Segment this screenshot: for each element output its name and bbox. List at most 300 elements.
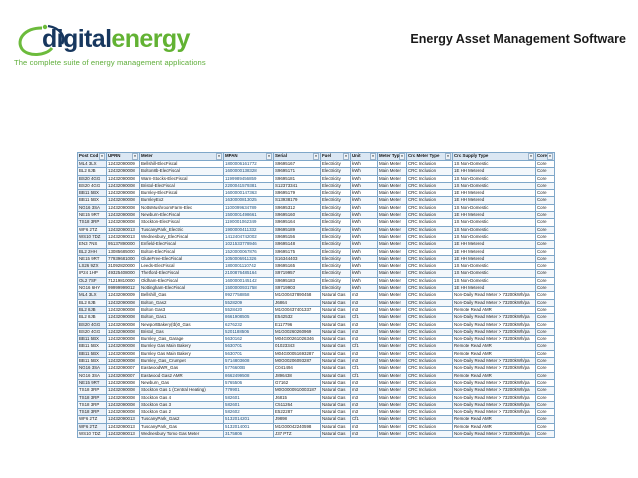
table-cell[interactable]: Non-Daily Read Meter > 73200kWh/pa: [453, 292, 536, 299]
table-cell[interactable]: 1S Non-Domestic: [453, 226, 536, 233]
table-cell[interactable]: CRC Inclusion: [407, 350, 453, 357]
table-cell[interactable]: Main Meter: [378, 387, 407, 394]
table-cell[interactable]: Electricity: [321, 241, 351, 248]
table-cell[interactable]: Core: [536, 409, 555, 416]
table-cell[interactable]: Core: [536, 430, 555, 437]
table-cell[interactable]: Natural Gas: [321, 350, 351, 357]
table-cell[interactable]: Natural Gas: [321, 343, 351, 350]
table-cell[interactable]: E117796: [274, 321, 321, 328]
column-header[interactable]: [378, 153, 407, 161]
table-cell[interactable]: Core: [536, 175, 555, 182]
table-row[interactable]: [78, 263, 555, 270]
table-cell[interactable]: S9695181: [274, 175, 321, 182]
table-cell[interactable]: CRC Inclusion: [407, 314, 453, 321]
table-cell[interactable]: 9927758858: [224, 292, 274, 299]
table-cell[interactable]: Cf1: [351, 416, 378, 423]
table-cell[interactable]: m3: [351, 409, 378, 416]
filter-dropdown-icon[interactable]: ▾: [99, 153, 105, 160]
table-cell[interactable]: Eastwood Gas2 AMR: [140, 372, 224, 379]
table-cell[interactable]: Main Meter: [378, 365, 407, 372]
table-cell[interactable]: TS18 3RP: [78, 394, 107, 401]
table-cell[interactable]: Warn-Stocks-ElecFiscal: [140, 175, 224, 182]
table-cell[interactable]: Natural Gas: [321, 314, 351, 321]
table-row[interactable]: [78, 233, 555, 240]
table-cell[interactable]: 1E HH Metered: [453, 255, 536, 262]
table-cell[interactable]: kWh: [351, 204, 378, 211]
table-cell[interactable]: Natural Gas: [321, 336, 351, 343]
table-cell[interactable]: CRC Inclusion: [407, 299, 453, 306]
table-cell[interactable]: S16344403: [274, 255, 321, 262]
table-cell[interactable]: BL2 8JB: [78, 168, 107, 175]
table-cell[interactable]: 1E HH Metered: [453, 285, 536, 292]
table-cell[interactable]: CRC Inclusion: [407, 182, 453, 189]
table-cell[interactable]: CRC Inclusion: [407, 233, 453, 240]
table-cell[interactable]: 5714803608: [224, 358, 274, 365]
table-row[interactable]: [78, 358, 555, 365]
table-cell[interactable]: 12432090008: [107, 219, 140, 226]
table-cell[interactable]: CRC Inclusion: [407, 372, 453, 379]
table-cell[interactable]: 12432090008: [107, 197, 140, 204]
table-row[interactable]: [78, 321, 555, 328]
table-cell[interactable]: Main Meter: [378, 328, 407, 335]
table-cell[interactable]: Main Meter: [378, 182, 407, 189]
table-row[interactable]: [78, 292, 555, 299]
table-cell[interactable]: 12432090008: [107, 204, 140, 211]
table-row[interactable]: [78, 270, 555, 277]
table-cell[interactable]: S13938179: [274, 197, 321, 204]
table-cell[interactable]: m3: [351, 423, 378, 430]
table-cell[interactable]: 99999999012: [107, 285, 140, 292]
table-cell[interactable]: Natural Gas: [321, 409, 351, 416]
table-cell[interactable]: Burnley_Gas_Garage: [140, 336, 224, 343]
table-cell[interactable]: Electricity: [321, 182, 351, 189]
table-cell[interactable]: 1S Non-Domestic: [453, 204, 536, 211]
table-cell[interactable]: 1E HH Metered: [453, 197, 536, 204]
table-cell[interactable]: 1E HH Metered: [453, 190, 536, 197]
table-cell[interactable]: CRC Inclusion: [407, 168, 453, 175]
table-cell[interactable]: Core: [536, 306, 555, 313]
table-cell[interactable]: CRC Inclusion: [407, 292, 453, 299]
table-cell[interactable]: m3: [351, 336, 378, 343]
table-cell[interactable]: 1199989456859: [224, 175, 274, 182]
table-cell[interactable]: J6864: [274, 299, 321, 306]
table-cell[interactable]: Natural Gas: [321, 387, 351, 394]
table-cell[interactable]: Core: [536, 197, 555, 204]
table-cell[interactable]: 12432090008: [107, 168, 140, 175]
table-cell[interactable]: Electricity: [321, 212, 351, 219]
table-cell[interactable]: kWh: [351, 219, 378, 226]
table-row[interactable]: [78, 328, 555, 335]
table-cell[interactable]: CRC Inclusion: [407, 358, 453, 365]
table-cell[interactable]: BurnleyEx2: [140, 197, 224, 204]
filter-dropdown-icon[interactable]: ▾: [313, 153, 319, 160]
table-cell[interactable]: Main Meter: [378, 394, 407, 401]
table-cell[interactable]: CRC Inclusion: [407, 197, 453, 204]
table-row[interactable]: [78, 219, 555, 226]
table-cell[interactable]: Electricity: [321, 285, 351, 292]
table-cell[interactable]: M1G00042240598: [274, 423, 321, 430]
table-cell[interactable]: m3: [351, 299, 378, 306]
table-row[interactable]: [78, 212, 555, 219]
table-cell[interactable]: Electricity: [321, 255, 351, 262]
table-cell[interactable]: Main Meter: [378, 350, 407, 357]
table-cell[interactable]: Non-Daily Read Meter > 73200kWh/pa: [453, 387, 536, 394]
table-cell[interactable]: 12432090008: [107, 212, 140, 219]
table-row[interactable]: [78, 430, 555, 437]
table-cell[interactable]: Burnley Gas Main Bakery: [140, 343, 224, 350]
table-cell[interactable]: Core: [536, 226, 555, 233]
table-row[interactable]: [78, 350, 555, 357]
table-cell[interactable]: Main Meter: [378, 306, 407, 313]
column-header[interactable]: [78, 153, 107, 161]
table-cell[interactable]: Bellshill-ElecFiscal: [140, 161, 224, 168]
table-cell[interactable]: Electricity: [321, 219, 351, 226]
table-cell[interactable]: Main Meter: [378, 204, 407, 211]
table-cell[interactable]: Main Meter: [378, 241, 407, 248]
table-cell[interactable]: Core: [536, 350, 555, 357]
table-cell[interactable]: CRC Inclusion: [407, 328, 453, 335]
table-cell[interactable]: Non-Daily Read Meter > 73200kWh/pa: [453, 328, 536, 335]
table-cell[interactable]: EN3 7NS: [78, 241, 107, 248]
table-cell[interactable]: NewportBakery(tb)0_Gas: [140, 321, 224, 328]
table-cell[interactable]: NE15 9RT: [78, 379, 107, 386]
table-row[interactable]: [78, 423, 555, 430]
table-cell[interactable]: Core: [536, 204, 555, 211]
table-cell[interactable]: m3: [351, 394, 378, 401]
table-cell[interactable]: Main Meter: [378, 314, 407, 321]
table-cell[interactable]: Core: [536, 263, 555, 270]
table-cell[interactable]: M1G00260260969: [274, 328, 321, 335]
table-cell[interactable]: CRC Inclusion: [407, 401, 453, 408]
table-cell[interactable]: 5776600B: [224, 365, 274, 372]
table-cell[interactable]: Core: [536, 372, 555, 379]
table-row[interactable]: [78, 379, 555, 386]
table-cell[interactable]: 1S Non-Domestic: [453, 263, 536, 270]
table-cell[interactable]: 1S Non-Domestic: [453, 175, 536, 182]
table-cell[interactable]: Core: [536, 394, 555, 401]
table-cell[interactable]: Electricity: [321, 277, 351, 284]
table-cell[interactable]: J6815: [274, 394, 321, 401]
table-cell[interactable]: Stockton Gas 2: [140, 409, 224, 416]
table-cell[interactable]: 1E HH Metered: [453, 212, 536, 219]
table-cell[interactable]: kWh: [351, 197, 378, 204]
table-cell[interactable]: 13085685000: [107, 248, 140, 255]
table-cell[interactable]: M0G0000910003187: [274, 387, 321, 394]
table-cell[interactable]: 1E HH Metered: [453, 248, 536, 255]
table-cell[interactable]: 1800001110742: [224, 263, 274, 270]
table-cell[interactable]: Natural Gas: [321, 416, 351, 423]
table-row[interactable]: [78, 168, 555, 175]
table-cell[interactable]: 01023343: [274, 343, 321, 350]
table-cell[interactable]: Stockton-ElecFiscal: [140, 219, 224, 226]
table-cell[interactable]: BL2 8JB: [78, 299, 107, 306]
table-row[interactable]: [78, 343, 555, 350]
table-cell[interactable]: NE15 9RT: [78, 212, 107, 219]
table-cell[interactable]: 1500001498661: [224, 212, 274, 219]
table-cell[interactable]: kWh: [351, 190, 378, 197]
filter-dropdown-icon[interactable]: ▾: [445, 153, 451, 160]
table-cell[interactable]: Main Meter: [378, 263, 407, 270]
table-cell[interactable]: Core: [536, 314, 555, 321]
filter-dropdown-icon[interactable]: ▾: [266, 153, 272, 160]
table-cell[interactable]: Core: [536, 299, 555, 306]
table-cell[interactable]: NottsMushroomFarm-Elec: [140, 204, 224, 211]
table-cell[interactable]: kWh: [351, 226, 378, 233]
table-cell[interactable]: Main Meter: [378, 226, 407, 233]
table-cell[interactable]: Remote Read AMR: [453, 423, 536, 430]
table-cell[interactable]: Newburn_Gas: [140, 379, 224, 386]
table-cell[interactable]: BS20 4GG: [78, 175, 107, 182]
table-cell[interactable]: Core: [536, 321, 555, 328]
table-cell[interactable]: kWh: [351, 168, 378, 175]
table-cell[interactable]: WF6 2TZ: [78, 423, 107, 430]
table-cell[interactable]: S9695179: [274, 190, 321, 197]
table-cell[interactable]: Non-Daily Read Meter > 73200kWh/pa: [453, 401, 536, 408]
table-cell[interactable]: 1412404742002: [224, 233, 274, 240]
table-cell[interactable]: kWh: [351, 277, 378, 284]
filter-dropdown-icon[interactable]: ▾: [528, 153, 534, 160]
table-cell[interactable]: m3: [351, 306, 378, 313]
table-cell[interactable]: 1500000931758: [224, 285, 274, 292]
table-cell[interactable]: Core: [536, 401, 555, 408]
table-row[interactable]: [78, 306, 555, 313]
table-cell[interactable]: 2200041579381: [224, 182, 274, 189]
table-cell[interactable]: CRC Inclusion: [407, 423, 453, 430]
table-cell[interactable]: 31092820000: [107, 263, 140, 270]
table-cell[interactable]: BB11 5BX: [78, 336, 107, 343]
table-cell[interactable]: 12432090009: [107, 292, 140, 299]
table-cell[interactable]: CRC Inclusion: [407, 285, 453, 292]
table-cell[interactable]: Main Meter: [378, 233, 407, 240]
table-cell[interactable]: Core: [536, 285, 555, 292]
table-cell[interactable]: 12432090007: [107, 372, 140, 379]
table-cell[interactable]: Main Meter: [378, 321, 407, 328]
table-cell[interactable]: 5528420: [224, 306, 274, 313]
table-cell[interactable]: Remote Read AMR: [453, 306, 536, 313]
table-cell[interactable]: Electricity: [321, 168, 351, 175]
table-cell[interactable]: Non-Daily Read Meter > 73200kWh/pa: [453, 299, 536, 306]
column-header[interactable]: [140, 153, 224, 161]
table-cell[interactable]: Main Meter: [378, 175, 407, 182]
table-cell[interactable]: Core: [536, 182, 555, 189]
table-cell[interactable]: S9695175: [274, 248, 321, 255]
table-cell[interactable]: S9695164: [274, 219, 321, 226]
table-cell[interactable]: 12432090008: [107, 379, 140, 386]
table-cell[interactable]: 1E HH Metered: [453, 168, 536, 175]
table-cell[interactable]: 582601: [224, 401, 274, 408]
table-cell[interactable]: 71219810000: [107, 277, 140, 284]
table-cell[interactable]: Core: [536, 212, 555, 219]
table-cell[interactable]: Core: [536, 277, 555, 284]
table-cell[interactable]: CRC Inclusion: [407, 161, 453, 168]
table-cell[interactable]: Core: [536, 219, 555, 226]
table-cell[interactable]: TS18 3RP: [78, 401, 107, 408]
table-cell[interactable]: Main Meter: [378, 248, 407, 255]
table-cell[interactable]: Electricity: [321, 248, 351, 255]
table-cell[interactable]: Natural Gas: [321, 321, 351, 328]
table-cell[interactable]: m3: [351, 430, 378, 437]
table-cell[interactable]: 5765506: [224, 379, 274, 386]
table-cell[interactable]: WS10 7DZ: [78, 233, 107, 240]
table-cell[interactable]: Electricity: [321, 161, 351, 168]
table-cell[interactable]: Electricity: [321, 233, 351, 240]
table-cell[interactable]: BB11 5BX: [78, 190, 107, 197]
table-cell[interactable]: 5630701: [224, 350, 274, 357]
table-row[interactable]: [78, 204, 555, 211]
table-cell[interactable]: Enfield-ElecFiscal: [140, 241, 224, 248]
table-cell[interactable]: 8661908505: [224, 314, 274, 321]
table-cell[interactable]: Natural Gas: [321, 401, 351, 408]
table-row[interactable]: [78, 175, 555, 182]
table-cell[interactable]: 1600000147363: [224, 190, 274, 197]
table-cell[interactable]: 12432090008: [107, 343, 140, 350]
table-row[interactable]: [78, 190, 555, 197]
table-cell[interactable]: C511264: [274, 401, 321, 408]
table-cell[interactable]: CRC Inclusion: [407, 365, 453, 372]
table-cell[interactable]: 1S Non-Domestic: [453, 161, 536, 168]
table-cell[interactable]: Core: [536, 168, 555, 175]
column-header[interactable]: [321, 153, 351, 161]
table-cell[interactable]: 1050006911326: [224, 255, 274, 262]
table-cell[interactable]: Main Meter: [378, 358, 407, 365]
table-cell[interactable]: 12432090008: [107, 409, 140, 416]
table-cell[interactable]: S9695189: [274, 226, 321, 233]
table-cell[interactable]: Natural Gas: [321, 372, 351, 379]
table-cell[interactable]: Stockton Gas 1 (Central Heating): [140, 387, 224, 394]
table-cell[interactable]: CRC Inclusion: [407, 394, 453, 401]
table-cell[interactable]: S9695160: [274, 212, 321, 219]
table-cell[interactable]: CRC Inclusion: [407, 226, 453, 233]
table-cell[interactable]: Core: [536, 233, 555, 240]
table-cell[interactable]: Stockton Gas 3: [140, 401, 224, 408]
table-cell[interactable]: CRC Inclusion: [407, 248, 453, 255]
table-cell[interactable]: Non-Daily Read Meter > 73200kWh/pa: [453, 336, 536, 343]
table-cell[interactable]: J896438: [274, 372, 321, 379]
table-cell[interactable]: Main Meter: [378, 270, 407, 277]
table-cell[interactable]: Wednesbury_ElecFiscal: [140, 233, 224, 240]
table-cell[interactable]: Thetford-ElecFiscal: [140, 270, 224, 277]
table-cell[interactable]: 12432090008: [107, 190, 140, 197]
table-cell[interactable]: Wednesbury Tomo Gas Meter: [140, 430, 224, 437]
table-cell[interactable]: NG16 6HY: [78, 285, 107, 292]
table-cell[interactable]: m3: [351, 358, 378, 365]
table-cell[interactable]: Main Meter: [378, 299, 407, 306]
table-cell[interactable]: Non-Daily Read Meter > 73200kWh/pa: [453, 430, 536, 437]
table-cell[interactable]: 2100876485164: [224, 270, 274, 277]
table-cell[interactable]: Electricity: [321, 190, 351, 197]
table-cell[interactable]: kWh: [351, 241, 378, 248]
table-cell[interactable]: Remote Read AMR: [453, 372, 536, 379]
table-cell[interactable]: Remote Read AMR: [453, 343, 536, 350]
table-row[interactable]: [78, 299, 555, 306]
table-cell[interactable]: Non-Daily Read Meter > 73200kWh/pa: [453, 358, 536, 365]
table-cell[interactable]: Remote Read AMR: [453, 350, 536, 357]
table-cell[interactable]: Electricity: [321, 197, 351, 204]
table-cell[interactable]: 3175806: [224, 430, 274, 437]
table-cell[interactable]: 5201188506: [224, 328, 274, 335]
table-cell[interactable]: NG16 3SA: [78, 372, 107, 379]
table-cell[interactable]: 1630000813025: [224, 197, 274, 204]
table-cell[interactable]: Cf1: [351, 343, 378, 350]
table-cell[interactable]: Natural Gas: [321, 394, 351, 401]
table-cell[interactable]: Core: [536, 416, 555, 423]
table-cell[interactable]: Cf1: [351, 372, 378, 379]
table-row[interactable]: [78, 285, 555, 292]
table-cell[interactable]: S9695312: [274, 204, 321, 211]
table-cell[interactable]: WF6 2TZ: [78, 416, 107, 423]
table-cell[interactable]: Core: [536, 292, 555, 299]
table-cell[interactable]: Core: [536, 328, 555, 335]
table-cell[interactable]: Natural Gas: [321, 423, 351, 430]
table-cell[interactable]: kWh: [351, 161, 378, 168]
table-row[interactable]: [78, 182, 555, 189]
table-row[interactable]: [78, 277, 555, 284]
table-cell[interactable]: m3: [351, 292, 378, 299]
table-cell[interactable]: NG16 3SA: [78, 204, 107, 211]
table-cell[interactable]: CRC Inclusion: [407, 343, 453, 350]
table-cell[interactable]: ML4 3LX: [78, 292, 107, 299]
table-cell[interactable]: M1G00437401337: [274, 306, 321, 313]
table-cell[interactable]: TuscanyPark_Electric: [140, 226, 224, 233]
table-cell[interactable]: Core: [536, 336, 555, 343]
table-cell[interactable]: Non-Daily Read Meter > 73200kWh/pa: [453, 409, 536, 416]
table-cell[interactable]: kWh: [351, 248, 378, 255]
table-cell[interactable]: Newburn-ElecFiscal: [140, 212, 224, 219]
table-cell[interactable]: Electricity: [321, 204, 351, 211]
table-cell[interactable]: ML4 3LX: [78, 161, 107, 168]
table-cell[interactable]: Main Meter: [378, 409, 407, 416]
table-cell[interactable]: LS26 9ZX: [78, 263, 107, 270]
table-cell[interactable]: Main Meter: [378, 430, 407, 437]
table-cell[interactable]: Main Meter: [378, 168, 407, 175]
table-cell[interactable]: kWh: [351, 182, 378, 189]
table-cell[interactable]: 12432090008: [107, 306, 140, 313]
table-cell[interactable]: 12432090008: [107, 336, 140, 343]
table-cell[interactable]: Natural Gas: [321, 292, 351, 299]
table-cell[interactable]: 12432090008: [107, 358, 140, 365]
table-cell[interactable]: Main Meter: [378, 372, 407, 379]
table-cell[interactable]: OL2 7SF: [78, 277, 107, 284]
table-cell[interactable]: CRC Inclusion: [407, 321, 453, 328]
table-row[interactable]: [78, 255, 555, 262]
table-cell[interactable]: Bolton Gas3: [140, 306, 224, 313]
table-cell[interactable]: 77939681000: [107, 255, 140, 262]
table-cell[interactable]: CRC Inclusion: [407, 306, 453, 313]
table-cell[interactable]: S9695167: [274, 161, 321, 168]
table-row[interactable]: [78, 161, 555, 168]
table-cell[interactable]: 1S Non-Domestic: [453, 270, 536, 277]
table-row[interactable]: [78, 372, 555, 379]
table-row[interactable]: [78, 336, 555, 343]
column-header[interactable]: [107, 153, 140, 161]
table-cell[interactable]: kWh: [351, 212, 378, 219]
table-cell[interactable]: Electricity: [321, 270, 351, 277]
table-cell[interactable]: 12432090013: [107, 233, 140, 240]
table-cell[interactable]: J37 PTZ: [274, 430, 321, 437]
table-row[interactable]: [78, 409, 555, 416]
table-cell[interactable]: BB11 5BX: [78, 343, 107, 350]
table-cell[interactable]: G7162: [274, 379, 321, 386]
table-cell[interactable]: 12432090007: [107, 365, 140, 372]
table-cell[interactable]: E522287: [274, 409, 321, 416]
table-cell[interactable]: Main Meter: [378, 423, 407, 430]
table-row[interactable]: [78, 241, 555, 248]
table-cell[interactable]: Core: [536, 387, 555, 394]
table-cell[interactable]: 779901: [224, 387, 274, 394]
table-cell[interactable]: CRC Inclusion: [407, 416, 453, 423]
table-cell[interactable]: 1S Non-Domestic: [453, 233, 536, 240]
table-cell[interactable]: CRC Inclusion: [407, 212, 453, 219]
